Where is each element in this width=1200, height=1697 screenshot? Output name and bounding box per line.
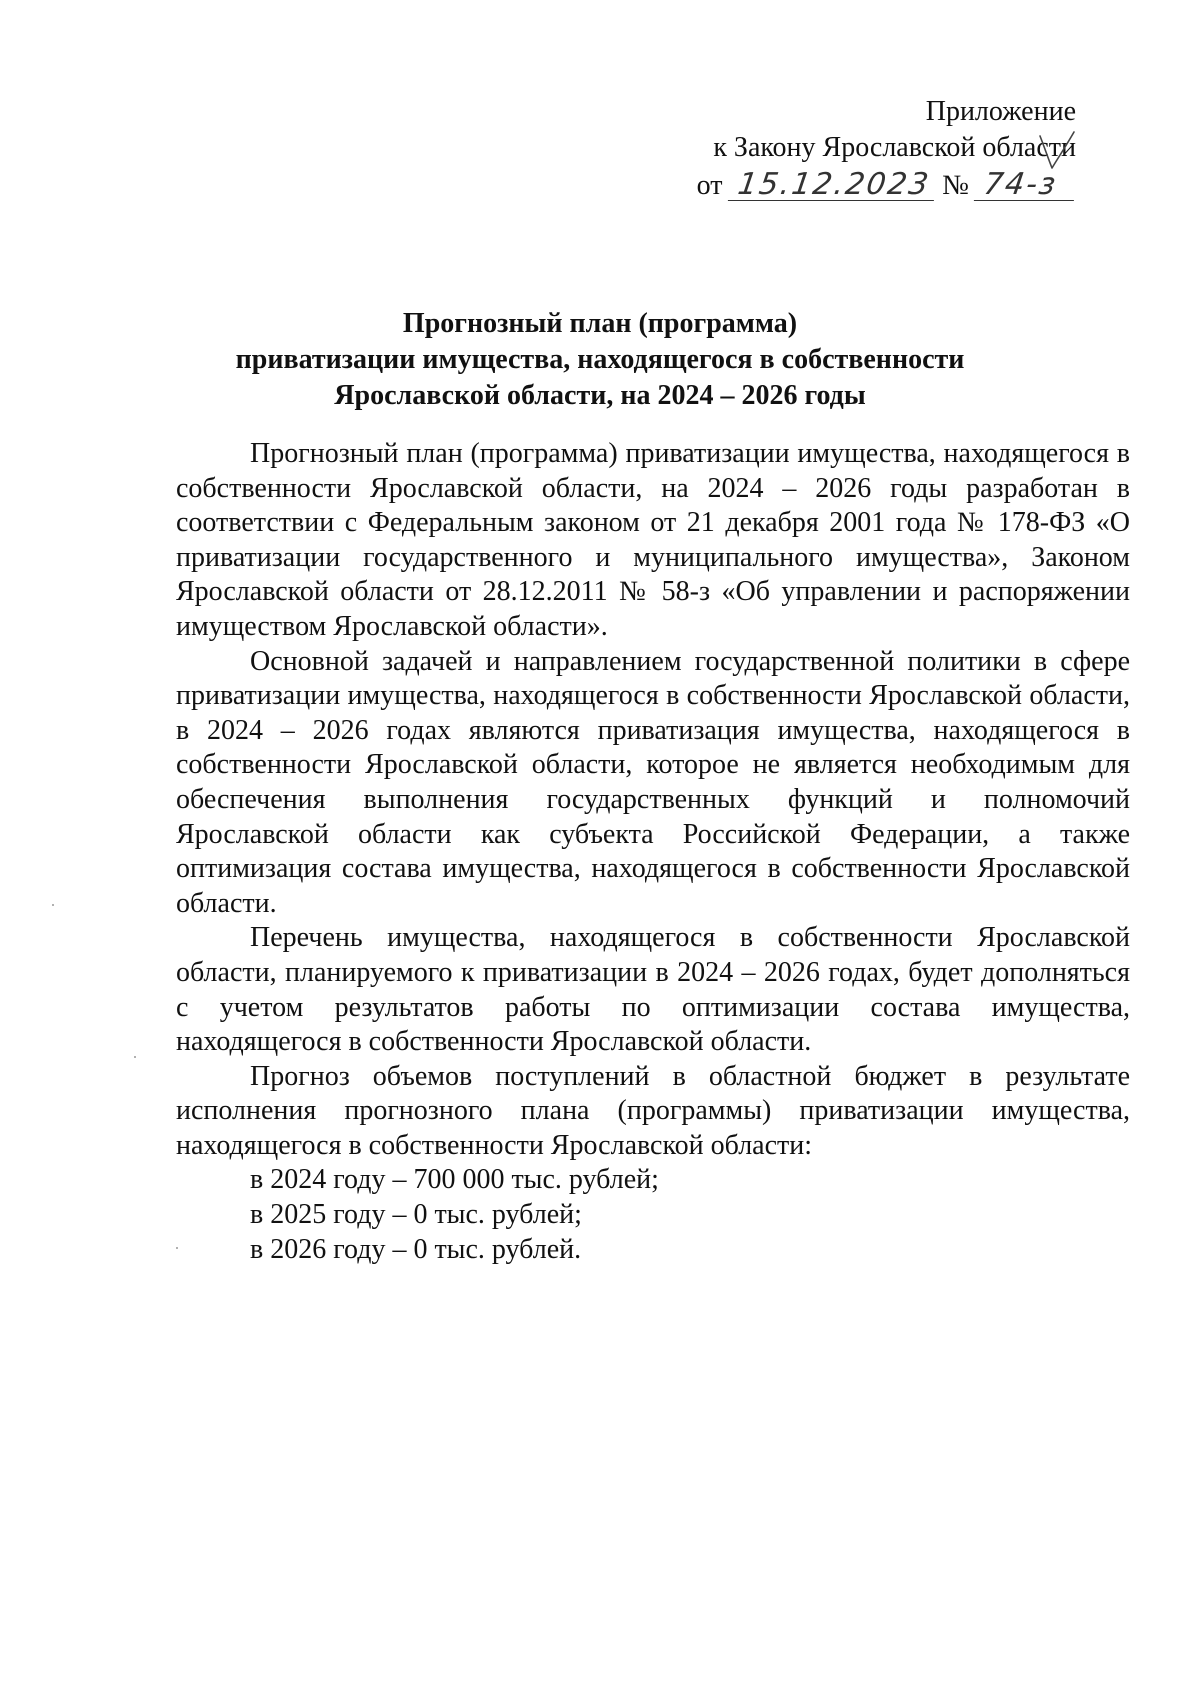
scan-speck xyxy=(52,904,54,906)
paragraph-intro: Прогнозный план (программа) приватизации имущества, находящегося в собственности Ярославской области, на 2024 – 2026 годы разработан в соответствии с Федеральным законом от 21 декабря 2001 года № 178-ФЗ «О приватизации государственного и муниципального имущества», Законом Ярославской области от 28.12.2011 № 58-з «Об управлении и распоряжении имуществом Ярославской области». xyxy=(176,438,1130,642)
handwritten-date: 15.12.2023 xyxy=(727,170,937,201)
paragraph-property-list: Перечень имущества, находящегося в собственности Ярославской области, планируемого к приватизации в 2024 – 2026 годах, будет дополняться с учетом результатов работы по оптимизации состава имущества, находящегося в собственности Ярославской области. xyxy=(176,922,1130,1058)
document-body xyxy=(176,437,1130,1267)
appendix-header xyxy=(697,94,1076,204)
handwritten-number: 74-з xyxy=(974,170,1078,201)
handwritten-check-mark-icon xyxy=(1036,128,1076,172)
appendix-label: Приложение xyxy=(925,96,1076,127)
title-line-3: Ярославской области, на 2024 – 2026 годы xyxy=(334,380,866,411)
scan-speck xyxy=(176,1247,178,1249)
scan-speck xyxy=(134,1056,136,1058)
budget-line-2024: в 2024 году – 700 000 тыс. рублей; xyxy=(250,1164,659,1196)
title-line-1: Прогнозный план (программа) xyxy=(402,308,798,339)
appendix-date-number xyxy=(697,168,1076,204)
budget-line-2026: в 2026 году – 0 тыс. рублей. xyxy=(250,1233,582,1265)
budget-line-2025: в 2025 году – 0 тыс. рублей; xyxy=(250,1199,582,1231)
paragraph-main-task: Основной задачей и направлением государственной политики в сфере приватизации имущества, находящегося в собственности Ярославской области, в 2024 – 2026 годах являются приватизация имущества, находящегося в собственности Ярославской области, которое не является необходимым для обеспечения выполнения государственных функций и полномочий Ярославской области как субъекта Российской Федерации, а также оптимизация состава имущества, находящегося в собственности Ярославской области. xyxy=(176,645,1130,919)
title-line-2: приватизации имущества, находящегося в собственности xyxy=(235,344,965,375)
paragraph-forecast: Прогноз объемов поступлений в областной бюджет в результате исполнения прогнозного плана (программы) приватизации имущества, находящегося в собственности Ярославской области: xyxy=(176,1060,1130,1161)
document-title xyxy=(0,306,1200,414)
date-prefix: от xyxy=(696,170,723,201)
appendix-law-reference: к Закону Ярославской области xyxy=(713,132,1076,163)
number-prefix: № xyxy=(942,170,969,201)
